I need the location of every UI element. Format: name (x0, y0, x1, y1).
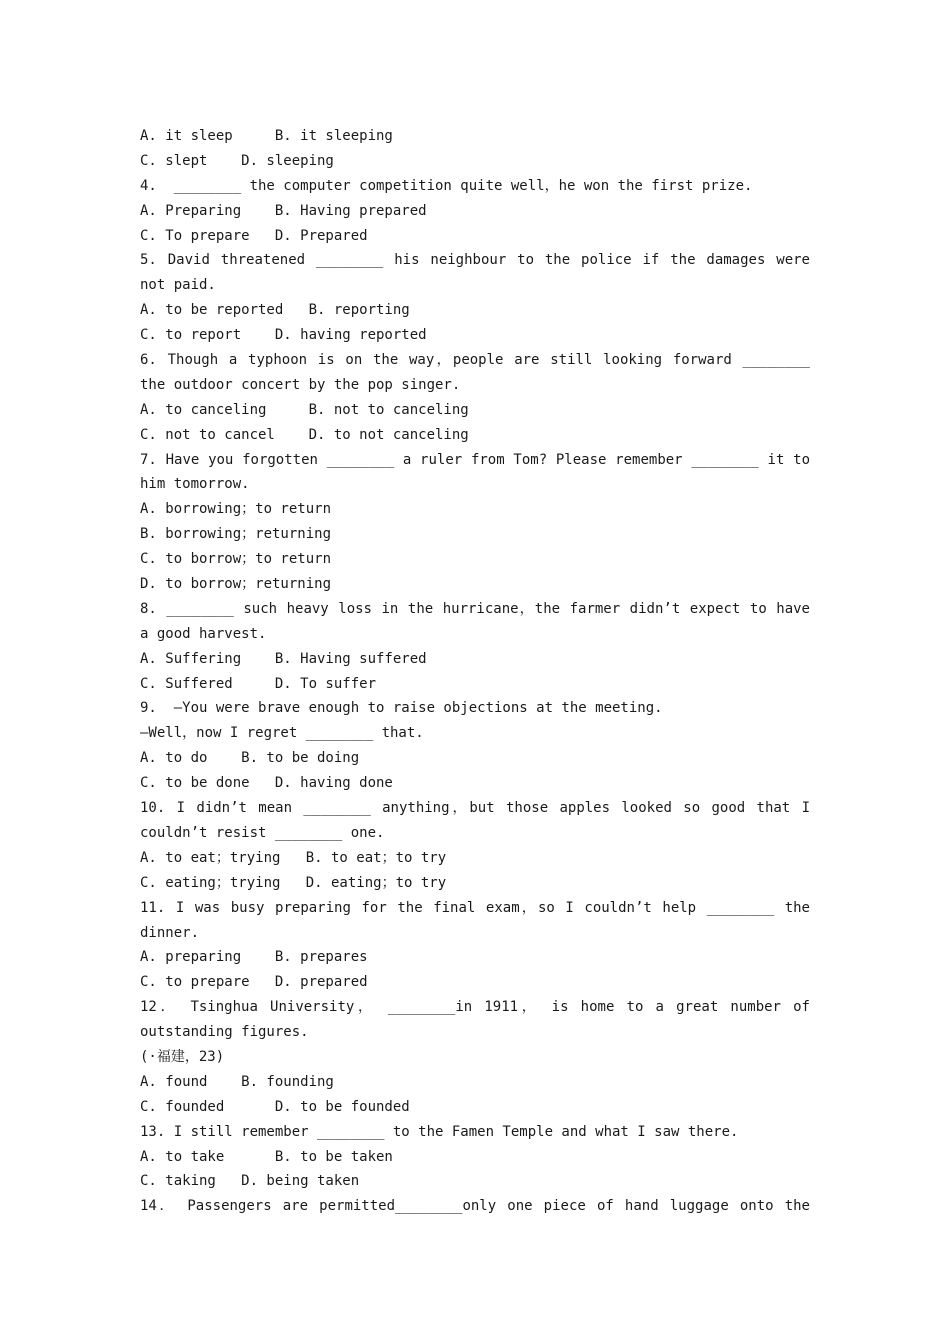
text-line: C. to be done D. having done (140, 775, 393, 792)
text-line: 10. I didn’t mean ________ anything，but those apples looked so good that I (140, 800, 810, 817)
text-line: A. to eat；trying B. to eat；to try (140, 849, 447, 866)
text-line: C. slept D. sleeping (140, 152, 334, 169)
text-line: B. borrowing；returning (140, 526, 332, 543)
text-line: 9. —You were brave enough to raise objections at the meeting. (140, 700, 663, 717)
text-line: A. to canceling B. not to canceling (140, 401, 469, 418)
text-line: —Well，now I regret ________ that. (140, 725, 424, 742)
text-line: C. founded D. to be founded (140, 1098, 410, 1115)
text-line: C. to borrow；to return (140, 551, 332, 568)
text-line: 11. I was busy preparing for the final exam，so I couldn’t help ________ the (140, 899, 810, 916)
text-line: A. preparing B. prepares (140, 949, 368, 966)
text-line: A. to be reported B. reporting (140, 302, 410, 319)
text-line: C. taking D. being taken (140, 1173, 360, 1190)
text-line: 13. I still remember ________ to the Famen Temple and what I saw there. (140, 1123, 739, 1140)
text-line: C. not to cancel D. to not canceling (140, 426, 469, 443)
text-line: couldn’t resist ________ one. (140, 824, 385, 841)
text-line: 5. David threatened ________ his neighbour to the police if the damages were (140, 252, 810, 269)
text-line: 14． Passengers are permitted________only one piece of hand luggage onto the (140, 1198, 810, 1215)
text-line: 7. Have you forgotten ________ a ruler from Tom? Please remember ________ it to (140, 451, 810, 468)
text-line: A. borrowing；to return (140, 501, 332, 518)
text-line: 8. ________ such heavy loss in the hurricane，the farmer didn’t expect to have (140, 600, 810, 617)
text-line: A. to take B. to be taken (140, 1148, 393, 1165)
text-line: dinner. (140, 924, 200, 941)
text-line: A. Suffering B. Having suffered (140, 650, 427, 667)
text-line: A. to do B. to be doing (140, 750, 360, 767)
text-line: D. to borrow；returning (140, 576, 332, 593)
text-line: C. eating；trying D. eating；to try (140, 874, 447, 891)
text-line: him tomorrow. (140, 476, 250, 493)
text-line: a good harvest. (140, 625, 267, 642)
text-line: 6. Though a typhoon is on the way，people are still looking forward ________ (140, 352, 810, 369)
text-line: A. Preparing B. Having prepared (140, 202, 427, 219)
text-line: 12． Tsinghua University， ________in 1911， is home to a great number of (140, 999, 810, 1016)
text-line: A. it sleep B. it sleeping (140, 128, 393, 144)
text-line: 4. ________ the computer competition quite well，he won the first prize. (140, 177, 753, 194)
text-line: C. To prepare D. Prepared (140, 227, 368, 244)
text-line: not paid. (140, 277, 216, 294)
text-line: C. to prepare D. prepared (140, 974, 368, 991)
text-line: (·福建，23) (140, 1048, 225, 1065)
document-page (140, 124, 810, 1219)
text-line: the outdoor concert by the pop singer. (140, 376, 461, 393)
text-line: A. found B. founding (140, 1073, 334, 1090)
text-line: outstanding figures. (140, 1024, 309, 1041)
text-line: C. to report D. having reported (140, 327, 427, 344)
text-line: C. Suffered D. To suffer (140, 675, 377, 692)
